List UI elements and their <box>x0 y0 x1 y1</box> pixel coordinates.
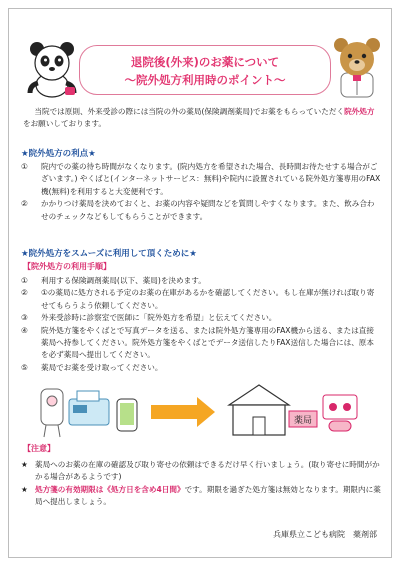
list-item <box>21 484 381 509</box>
workflow-illustration <box>33 381 373 441</box>
list-item <box>21 459 381 484</box>
star-bullet-icon: ★ <box>21 460 28 469</box>
list-item <box>21 312 381 324</box>
item-number: ① <box>21 276 28 285</box>
item-text: 外来受診時に診察室で医師に「院外処方を希望」と伝えてください。 <box>41 313 277 323</box>
list-item <box>21 198 381 223</box>
title-line-1: 退院後(外来)のお薬について <box>130 55 280 69</box>
caution-list <box>21 459 381 509</box>
item-text: 院内での薬の待ち時間がなくなります。(院内処方を希望された場合、長時間お待たせする場合がございます。) やくばと(インターネットサービス：無料)や院内に設置されている院外処方箋専用のFAX機(無料)を利用すると大変便利です。 <box>41 162 381 196</box>
list-item <box>21 275 381 287</box>
item-number: ⑤ <box>21 362 28 372</box>
footer-organization: 兵庫県立こども病院 薬剤部 <box>273 530 377 539</box>
intro-paragraph <box>23 106 379 131</box>
item-text: 院外処方箋をやくばとで写真データを送る、または院外処方箋専用のFAX機から送る、または直接薬局へ持参してください。院外処方箋をやくばとでデータ送信したりFAX送信した場合には、原本を必ず薬局へ提出してください。 <box>41 325 374 360</box>
item-number: ② <box>21 199 28 209</box>
robot-doctor-icon <box>41 389 63 437</box>
procedure-subheading: 【院外処方の利用手順】 <box>23 262 111 271</box>
item-number: ③ <box>21 313 28 323</box>
intro-text-after: をお願いしております。 <box>23 119 106 129</box>
item-number: ② <box>21 288 28 298</box>
merits-heading: ★院外処方の利点★ <box>21 149 96 159</box>
smartphone-icon <box>117 399 137 431</box>
right-arrow-icon <box>151 397 215 427</box>
star-bullet-icon: ★ <box>21 484 28 494</box>
bear-mascot-icon <box>329 35 385 99</box>
merits-list <box>21 161 381 223</box>
pharmacy-sign: 薬局 <box>293 416 313 426</box>
item-text: かかりつけ薬局を決めておくと、お薬の内容や疑問などを質問しやすくなります。また、飲み合わせのチェックなどもしてもらうことができます。 <box>41 199 375 221</box>
item-text: 薬局でお薬を受け取ってください。 <box>41 362 163 372</box>
item-text: 処方箋の有効期限は《処方日を含め4日間》です。期限を過ぎた処方箋は無効となります。期限内に薬局へ提出しましょう。 <box>35 484 381 507</box>
title-line-2: 〜院外処方利用時のポイント〜 <box>124 73 286 87</box>
item-number: ④ <box>21 325 28 335</box>
item-text: ①の薬局に処方される予定のお薬の在庫があるかを確認してください。もし在庫が無ければ取り寄せてもらうよう依頼してください。 <box>41 288 375 310</box>
list-item <box>21 161 381 198</box>
fax-machine-icon <box>69 391 109 425</box>
title-box <box>79 45 331 95</box>
smooth-heading: ★院外処方をスムーズに利用して頂くために★ <box>21 249 197 259</box>
item-text: 利用する保険調剤薬局(以下、薬局)を決めます。 <box>41 276 206 285</box>
document-page <box>8 8 392 558</box>
intro-text-before: 当院では原則、外来受診の際には当院の外の薬局(保険調剤薬局)でお薬をもらっていただく <box>34 107 345 116</box>
list-item <box>21 325 381 362</box>
list-item <box>21 287 381 312</box>
item-text: 薬局へのお薬の在庫の確認及び取り寄せの依頼はできるだけ早く行いましょう。(取り寄せに時間がかかる場合があるようです) <box>35 460 380 482</box>
procedure-list <box>21 275 381 374</box>
medicine-package-icon <box>323 395 357 431</box>
pharmacy-building-icon <box>229 385 317 435</box>
item-number: ① <box>21 162 28 171</box>
intro-highlight: 院外処方 <box>344 107 375 116</box>
list-item <box>21 362 381 374</box>
panda-mascot-icon <box>23 39 81 99</box>
caution-heading: 【注意】 <box>23 444 55 453</box>
